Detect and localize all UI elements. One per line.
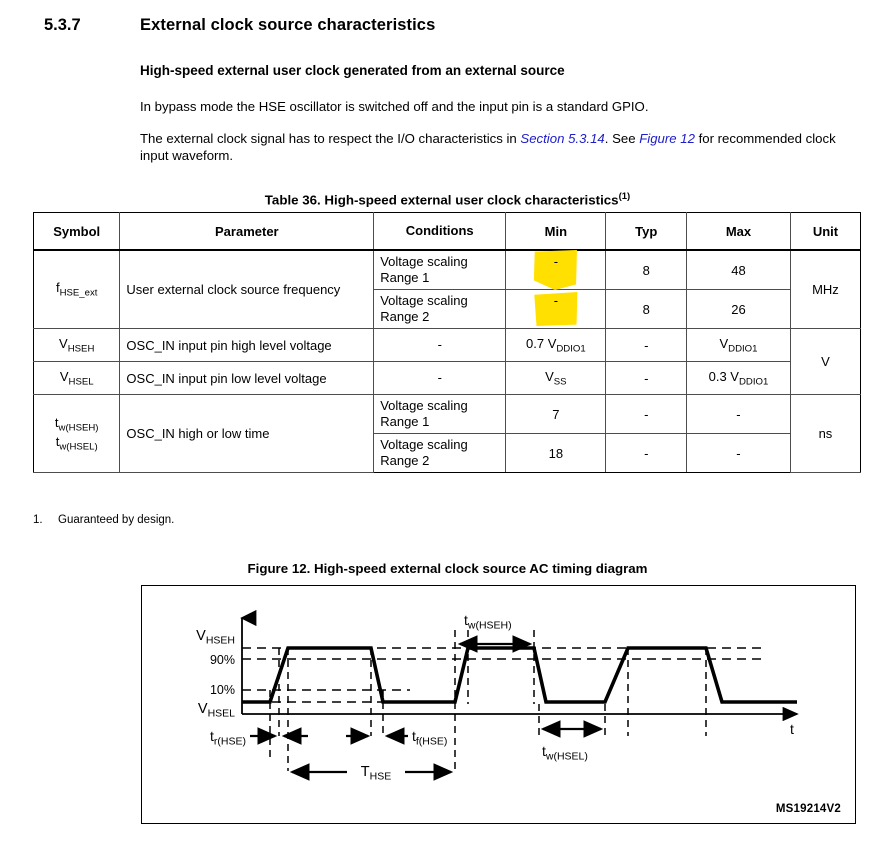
cell-min-vhsel [506, 362, 606, 395]
section-number: 5.3.7 [44, 16, 81, 34]
label-tw-hseh: $t_{w(HSEH)}$ [464, 612, 512, 632]
column-header-parameter: Parameter [120, 213, 374, 251]
cell-symbol-vhseh [34, 329, 120, 362]
label-vhseh: $V_{HSEH}$ [196, 628, 235, 647]
paragraph-external-clock [140, 130, 840, 164]
cell-conditions-tw-range2: Voltage scaling Range 2 [374, 434, 506, 473]
reference-level-lines [242, 648, 767, 702]
cell-unit-mhz: MHz [790, 250, 860, 329]
column-header-min: Min [506, 213, 606, 251]
label-10-percent: 10% [209, 683, 235, 697]
symbol-subscript: HSEH [67, 343, 95, 355]
cell-min-tw-range1: 7 [506, 395, 606, 434]
cell-min-vhseh [506, 329, 606, 362]
spec-table [33, 212, 861, 473]
cell-typ-range1: 8 [606, 250, 687, 290]
cell-typ-vhseh: - [606, 329, 687, 362]
cell-min-range2 [506, 290, 606, 329]
table-caption-footnote-marker: (1) [618, 191, 631, 202]
paragraph-text-part3: for recommended clock input waveform. [140, 131, 836, 163]
annotation-tr-hse [210, 728, 308, 748]
cell-symbol-fhse [34, 250, 120, 329]
cell-parameter-vhseh: OSC_IN input pin high level voltage [120, 329, 374, 362]
label-thse: $T_{HSE}$ [360, 764, 392, 783]
cell-symbol-vhsel [34, 362, 120, 395]
section-title: External clock source characteristics [140, 16, 436, 34]
annotation-tf-hse [346, 728, 447, 748]
label-tr-hse: $t_{r(HSE)}$ [210, 728, 246, 748]
cell-max-tw-range2: - [687, 434, 791, 473]
cell-conditions-tw-range1: Voltage scaling Range 1 [374, 395, 506, 434]
cell-max-range1: 48 [687, 250, 791, 290]
cell-conditions-range2: Voltage scaling Range 2 [374, 290, 506, 329]
subheading: High-speed external user clock generated from an external source [140, 63, 565, 78]
cell-min-tw-range2: 18 [506, 434, 606, 473]
table-row [34, 329, 861, 362]
cell-min-value: - [553, 293, 559, 308]
footnote-text: Guaranteed by design. [58, 514, 175, 526]
timing-diagram-svg [142, 586, 853, 821]
cell-min-value: - [553, 254, 559, 269]
table-caption-text: Table 36. High-speed external user clock characteristics [264, 192, 619, 208]
cell-conditions-range1: Voltage scaling Range 1 [374, 250, 506, 290]
table-row [34, 250, 861, 290]
table-row [34, 362, 861, 395]
min-value-subscript: SS [553, 376, 567, 388]
symbol-base: t [55, 433, 60, 449]
cell-typ-tw-range1: - [606, 395, 687, 434]
figure-id-label: MS19214V2 [775, 803, 841, 815]
cell-conditions-vhseh: - [374, 329, 506, 362]
symbol-base: t [54, 414, 59, 430]
cell-max-vhsel [687, 362, 791, 395]
link-section-5-3-14[interactable]: Section 5.3.14 [520, 131, 605, 146]
min-value-prefix: 0.7 V [526, 335, 557, 351]
paragraph-bypass-mode: In bypass mode the HSE oscillator is switched off and the input pin is a standard GPIO. [140, 99, 649, 114]
symbol-base: V [59, 368, 69, 384]
cell-unit-volt: V [790, 329, 860, 395]
symbol-base: V [59, 335, 68, 351]
highlight-wrapper [512, 293, 599, 325]
min-value-prefix: V [545, 368, 554, 384]
axis-group [242, 618, 797, 714]
column-header-conditions: Conditions [374, 213, 506, 251]
max-value-prefix: V [719, 335, 729, 351]
link-figure-12[interactable]: Figure 12 [639, 131, 695, 146]
symbol-base: f [55, 280, 60, 296]
table-caption [0, 191, 895, 207]
section-heading [44, 16, 864, 35]
symbol-subscript: HSEL [68, 376, 94, 388]
clock-waveform [242, 648, 797, 702]
footnote-number: 1. [33, 514, 43, 526]
symbol-subscript: w(HSEL) [59, 441, 98, 453]
cell-unit-ns: ns [790, 395, 860, 473]
symbol-line-1 [40, 415, 113, 434]
highlight-wrapper [512, 254, 599, 286]
table-header-row [34, 213, 861, 251]
cell-parameter-fhse: User external clock source frequency [120, 250, 374, 329]
figure-caption: Figure 12. High-speed external clock source AC timing diagram [247, 561, 648, 576]
column-header-unit: Unit [790, 213, 860, 251]
max-value-subscript: DDIO1 [738, 376, 769, 388]
column-header-typ: Typ [606, 213, 687, 251]
label-vhsel: $V_{HSEL}$ [197, 701, 235, 720]
symbol-subscript: HSE_ext [59, 287, 98, 299]
paragraph-text-part1: The external clock signal has to respect the I/O characteristics in [140, 131, 521, 146]
cell-min-range1 [506, 250, 606, 290]
table-footnote [33, 514, 174, 526]
min-value-subscript: DDIO1 [556, 343, 586, 355]
cell-max-range2: 26 [687, 290, 791, 329]
cell-max-vhseh [687, 329, 791, 362]
table-row [34, 395, 861, 434]
label-tw-hsel: $t_{w(HSEL)}$ [542, 743, 588, 763]
figure-timing-diagram [141, 585, 856, 824]
max-value-prefix: 0.3 V [708, 368, 739, 384]
cell-conditions-vhsel: - [374, 362, 506, 395]
annotation-thse [292, 760, 451, 783]
annotation-tw-hsel [542, 729, 601, 763]
cell-typ-tw-range2: - [606, 434, 687, 473]
label-tf-hse: $t_{f(HSE)}$ [412, 728, 448, 748]
cell-symbol-tw [34, 395, 120, 473]
paragraph-text-part2: . See [604, 131, 640, 146]
column-header-max: Max [687, 213, 791, 251]
symbol-subscript: w(HSEH) [58, 422, 99, 434]
construction-lines [270, 630, 706, 771]
symbol-line-2 [40, 434, 113, 453]
cell-typ-range2: 8 [606, 290, 687, 329]
label-90-percent: 90% [209, 653, 235, 667]
annotation-tw-hseh [460, 612, 530, 644]
column-header-symbol: Symbol [34, 213, 120, 251]
cell-parameter-tw: OSC_IN high or low time [120, 395, 374, 473]
cell-max-tw-range1: - [687, 395, 791, 434]
cell-typ-vhsel: - [606, 362, 687, 395]
label-time-axis: t [790, 721, 794, 737]
cell-parameter-vhsel: OSC_IN input pin low level voltage [120, 362, 374, 395]
max-value-subscript: DDIO1 [728, 343, 758, 355]
